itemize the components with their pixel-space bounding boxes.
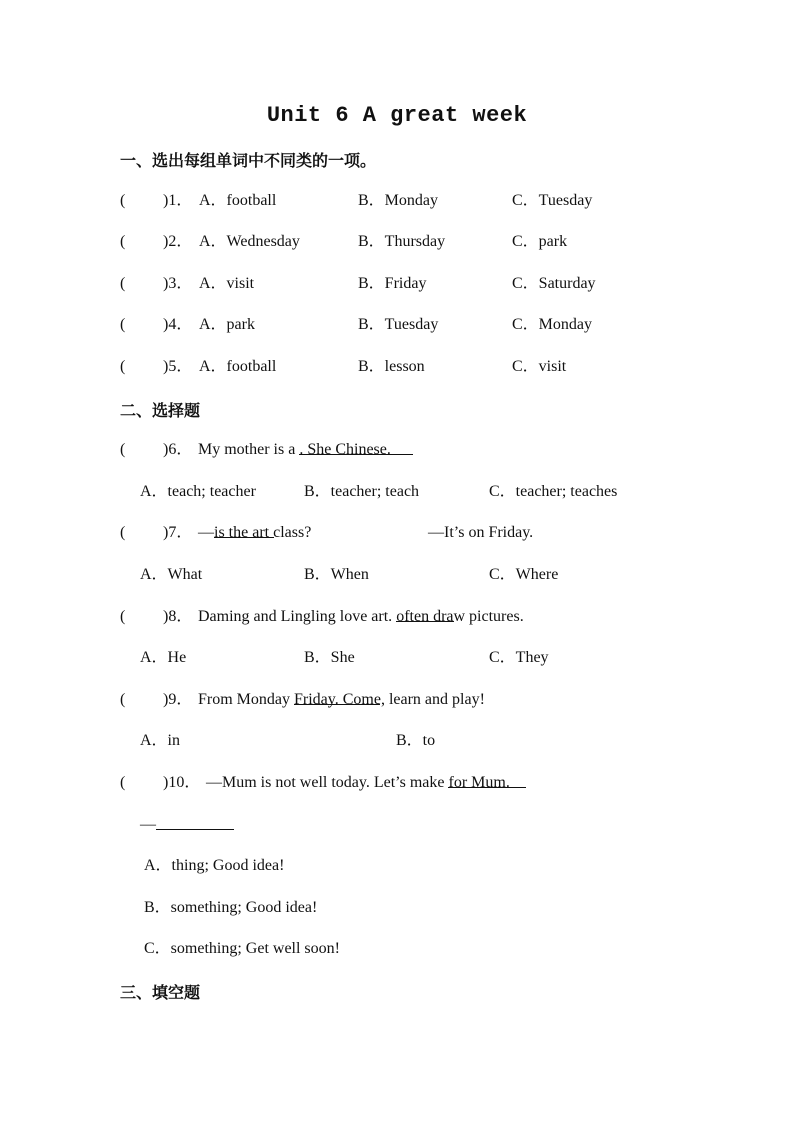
option-a: A．visit [199,275,255,292]
question-text: is the art class? [214,524,312,541]
section3-heading: 三、填空题 [120,983,201,1002]
option-b: B．lesson [358,358,425,375]
option-c: C．Where [489,566,559,583]
section1-heading: 一、选出每组单词中不同类的一项。 [120,151,377,170]
option-a: A．football [199,358,277,375]
option-b: B．She [304,649,355,666]
question-text: —Mum is not well today. Let’s make [206,774,449,791]
question-number: )7． [163,524,193,541]
answer-blank[interactable] [214,522,274,538]
answer-paren[interactable]: ( [120,691,126,708]
option-b: B．Monday [358,192,439,209]
option-c: C．park [512,233,568,250]
question-number: )4． [163,316,193,333]
answer-paren[interactable]: ( [120,774,126,791]
option-c: C．visit [512,358,567,375]
option-c: C．teacher; teaches [489,483,618,500]
reply-dash: — [140,816,156,833]
question-text: Daming and Lingling love art. [198,608,397,625]
option-b: B．Thursday [358,233,446,250]
question-number: )6． [163,441,193,458]
option-c: C．Tuesday [512,192,593,209]
answer-paren[interactable]: ( [120,608,126,625]
answer-text: —It’s on Friday. [428,524,534,541]
question-text: My mother is a [198,441,300,458]
option-b: B．Tuesday [358,316,439,333]
question-number: )3． [163,275,193,292]
section2-heading: 二、选择题 [120,401,201,420]
answer-blank[interactable] [294,689,380,705]
option-b: B．something; Good idea! [144,899,318,916]
option-a: A．in [140,732,181,749]
answer-paren[interactable]: ( [120,441,126,458]
question-text: often draw pictures. [396,608,524,625]
question-text: . She [299,441,336,458]
question-number: )5． [163,358,193,375]
option-a: A．What [140,566,203,583]
question-text: for Mum. [448,774,510,791]
answer-blank[interactable] [156,814,234,830]
question-text: — [198,524,214,541]
option-c: C．Monday [512,316,593,333]
option-c: C．They [489,649,549,666]
option-a: A．park [199,316,255,333]
answer-paren[interactable]: ( [120,192,126,209]
option-b: B．Friday [358,275,427,292]
question-number: )8． [163,608,193,625]
question-number: )10． [163,774,201,791]
option-c: C．Saturday [512,275,596,292]
answer-paren[interactable]: ( [120,358,126,375]
answer-paren[interactable]: ( [120,233,126,250]
option-c: C．something; Get well soon! [144,940,340,957]
option-a: A．thing; Good idea! [144,857,285,874]
answer-blank[interactable] [396,606,454,622]
question-number: )2． [163,233,193,250]
option-a: A．Wednesday [199,233,300,250]
question-number: )1． [163,192,193,209]
option-b: B．to [396,732,436,749]
answer-paren[interactable]: ( [120,524,126,541]
option-a: A．He [140,649,187,666]
answer-blank[interactable] [448,772,526,788]
answer-blank[interactable] [335,439,413,455]
page-title: Unit 6 A great week [266,103,528,128]
question-number: )9． [163,691,193,708]
answer-paren[interactable]: ( [120,275,126,292]
question-text: Chinese. [335,441,391,458]
option-a: A．teach; teacher [140,483,256,500]
question-text: From Monday [198,691,294,708]
answer-paren[interactable]: ( [120,316,126,333]
question-text: Friday. Come, learn and play! [294,691,485,708]
option-b: B．teacher; teach [304,483,420,500]
option-b: B．When [304,566,369,583]
option-a: A．football [199,192,277,209]
